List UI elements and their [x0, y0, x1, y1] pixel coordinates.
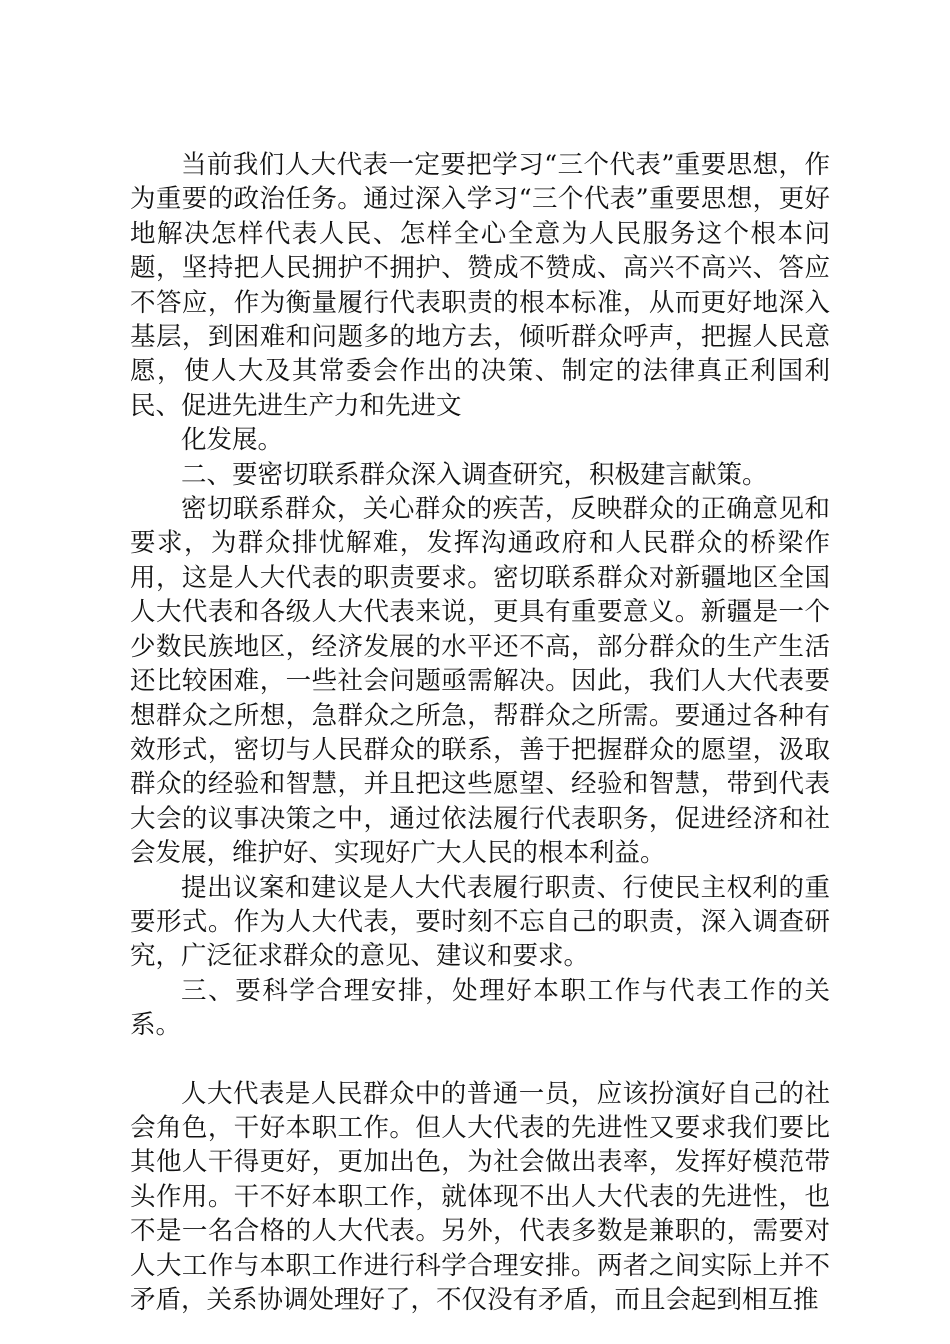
document-body: [130, 148, 830, 1317]
section-heading-2: 二、要密切联系群众深入调查研究，积极建言献策。: [181, 459, 768, 490]
paragraph-4: 提出议案和建议是人大代表履行职责、行使民主权利的重要形式。作为人大代表，要时刻不忘自己的职责，深入调查研究，广泛征求群众的意见、建议和要求。: [130, 872, 830, 972]
blank-line: [130, 1043, 830, 1077]
paragraph-1: 当前我们人大代表一定要把学习“三个代表”重要思想，作为重要的政治任务。通过深入学习“三个代表”重要思想，更好地解决怎样代表人民、怎样全心全意为人民服务这个根本问题，坚持把人民拥护不拥护、赞成不赞成、高兴不高兴、答应不答应，作为衡量履行代表职责的根本标准，从而更好地深入基层，到困难和问题多的地方去，倾听群众呼声，把握人民意愿，使人大及其常委会作出的决策、制定的法律真正利国利民、促进先进生产力和先进文: [130, 150, 830, 421]
paragraph-2: 化发展。: [181, 425, 284, 456]
paragraph-5: 人大代表是人民群众中的普通一员，应该扮演好自己的社会角色，干好本职工作。但人大代表的先进性又要求我们要比其他人干得更好，更加出色，为社会做出表率，发挥好模范带头作用。干不好本职工作，就体现不出人大代表的先进性，也不是一名合格的人大代表。另外，代表多数是兼职的，需要对人大工作与本职工作进行科学合理安排。两者之间实际上并不矛盾，关系协调处理好了，不仅没有矛盾，而且会起到相互推: [130, 1078, 830, 1315]
section-heading-3: 三、要科学合理安排，处理好本职工作与代表工作的关系。: [130, 975, 830, 1041]
paragraph-3: 密切联系群众，关心群众的疾苦，反映群众的正确意见和要求，为群众排忧解难，发挥沟通政府和人民群众的桥梁作用，这是人大代表的职责要求。密切联系群众对新疆地区全国人大代表和各级人大代表来说，更具有重要意义。新疆是一个少数民族地区，经济发展的水平还不高，部分群众的生产生活还比较困难，一些社会问题亟需解决。因此，我们人大代表要想群众之所想，急群众之所急，帮群众之所需。要通过各种有效形式，密切与人民群众的联系，善于把握群众的愿望，汲取群众的经验和智慧，并且把这些愿望、经验和智慧，带到代表大会的议事决策之中，通过依法履行代表职务，促进经济和社会发展，维护好、实现好广大人民的根本利益。: [130, 494, 830, 869]
